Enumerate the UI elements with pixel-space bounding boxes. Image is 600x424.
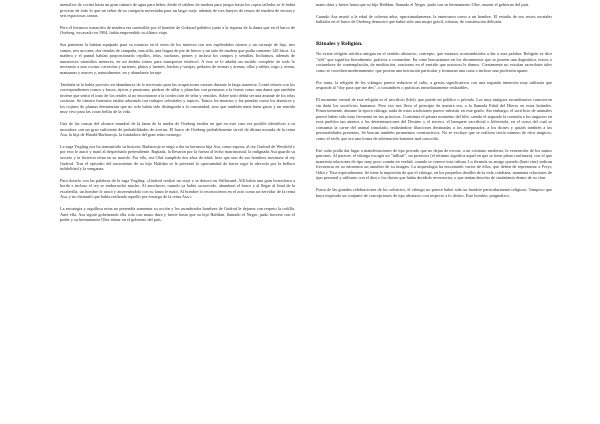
body-paragraph: El momento central de esta religión es el sacrificio (blót), que puede ser público o privado. Los muy antiguos escandinavos conocieron sin duda los sacrificios humanos. Pero eso nos lleva al principio de nuestra era, a la llamada Edad del Hierro en estas latitudes. Posteriormente, durante la época vikinga, nada de estas tradiciones parece subsistir en este grado. Sin embargo, el sacrificio de animales parece haber sido muy frecuente en sus prácticas. Constituía el primer momento del blót, siendo el segundo la consulta a los augurios en esos pueblos tan atentos a las determinaciones del Destino y el tercero, el banquete sacrificial o blótveizla, en el curso del cual se consumía la carne del animal inmolado, realizándose libaciones destinadas a los antepasados, a los dioses y quizás también a las personalidades presentes. Se buscan también juramentos constructivos. No se excluye que se realicen cierto número de ritos mágicos, como el seiðr, que era una forma de adivinación bastante mal conocida. — [316, 96, 552, 141]
body-paragraph: Fuera de las grandes celebraciones de los solsticios, el vikingo no parece haber sido un hombre particularmente religioso. Tampoco que haya inspirado un conjunto de concepciones de tipo abstracto con respecto a lo divino. Este hombre, pragmático, — [316, 187, 552, 198]
left-text-column — [60, 2, 295, 229]
intro-paragraph: mano dura y fuerte hasta que su hijo Halfdan, llamado el Negro, pudo con su hermanastro Olav, asumir el gobierno del país. — [316, 2, 530, 7]
body-paragraph: Para dotarlo con las palabras de la saga Yngling: «Gudrod realizó un viaje y se detuvo en Stiflusund. Allí había una gran borrachera a bordo e incluso el rey se emborrachó mucho. Al anochecer, cuando ya había oscurecido, abandonó el barco y al llegar al final de la escalerilla, un hombre le atacó y atravesándolo con su lanza le mató. Al hombre lo reconocieron en el acto como un servidor de la reina Asa, y no disimuló que había realizado aquello por encargo de la reina Asa.» — [60, 177, 295, 200]
body-paragraph: La estrategia y orgullosa reina no pretendía aumentar su acción y los asombrados hombres de Gudrod le dejaron con respeto la codilla. Ante ella, Asa siguió gobernando ella sola con mano dura y fuerte hasta que su hijo Halfdan, llamado el Negro, pudo hacerse con el poder y su hermanastro Olav reinar en el gobierno del país. — [60, 206, 295, 223]
body-paragraph: Pero el hermoso mausoleo de madera era ostensible por el hombre de Gokstad palidece junto a la riqueza de la dama que en el barco de Oseberg, excavado en 1904, había emprendido su último viaje. — [60, 24, 295, 36]
body-paragraph: Sus parientes la habían equipado para su estancia en el reino de los muertos con tres espléndidos trineos y un carruaje de lujo, tres camas, tres arcones, dos tiendas de campaña, una silla, una fragua de pie de hierro y un sitio de madera que podía contener 120 litros. La madera y el puntal habían proporcionado cepillos, telas, cucharas, peines y incluso los campos y semillas. Incluimos, además de numerosos utensilios menores, en un ámbito trineo para transportar estiércol. A esto se le añadía un surtido completo de todo lo necesario a una cocina: cacerolas y sartenes, platos y fuentes, hachas y vasijas, pedazos de avenas y arenas, ollas y tablas, trigo y avena, manzanas y nueces y, naturalmente, en y abundante forraje. — [60, 42, 295, 75]
body-paragraph: La saga Yngling nos ha transmitido su historia. Barbarroja se negó a dar su hermosa hija Asa, como esposa, al rey Gudrod de Westfold y por esto le atacó y mató al despechado pretendiente. Raptada, la llevaron por la fuerza al lecho matrimonial; la indignada Asa guardó su secreto y la hicieron reina en su marido. Por ello, sea Olaf cumplido dos años de edad, hizo que uno de sus hombres asesinase al rey Gudrod. Tras el episodio del nacimiento de su hijo Halfdan se le presentó la oportunidad de hacer regir la alevosía por la bellaca infidelidad y la venganza. — [60, 143, 295, 172]
intro-paragraph: Cuando Asa murió a la edad de ochenta años, aproximadamente, la enterraron como a un hombre. El estudio de sus restos mortales hallados en el barco de Oseberg demostró que había sido una mujer grácil, robusta, de constitución delicada. — [316, 13, 552, 25]
section-heading: Rituales y Religión. — [316, 40, 363, 47]
right-text-column — [316, 2, 552, 204]
body-paragraph: Una de las causas del alcance mundial de la fama de la tumba de Oseberg estriba en que en este caso era posible identificar a su moradora con un grao suficiente de probabilidades de acertar. El barco de Oseberg probablemente sirvió de última morada de la reina Asa, la hija de Harald Barbarroja, la fundadora del gran reino noruego. — [60, 121, 295, 138]
body-paragraph: Por tanto, la religión de los vikingos parece reducirse al culto, a gestos significativos con una segunda intención muy utilitaria que responde al "doy para que me des", a costumbres o prácticas inmediatamente realizables. — [316, 79, 552, 91]
body-paragraph: También se la había provisto en abundancia de lo necesario para las ocupaciones caseras durante la larga ausencia. Contó telares con los correspondientes tornos y husos, tijeras y punzones; piedras de afilar y planchas con prensaras a la forma como una dama que también tuviese que sentir el trato de los retales al no encontrarse a la confección de telas y vestidos. Sobre todo debía ser una amante de los telas costosas. Se cámara funeraria estaba adornada con trabajos celestiales y tapices. Tantos los muertos y las prendas como los abanicos y los cojines de plumas demuestran que no solo había sido distinguida a la comunidad, sino que también tenía buen gusto y un sentido muy vivo para las cosas bellas de la vida. — [60, 81, 295, 115]
body-paragraph: Ese culto podía dar lugar a manifestaciones de tipo privado que no dejan de evocar, a un cristiano moderno, la veneración de los santos patronos. Al parecer, el vikingo escogía un "fulltrúi", un protector (el término significa aquel en que se tiene plena confianza), con el que mantenía relaciones de tipo muy poco común en verdad, cuando se conoce esta cultura. La fórmula su amigo querido (kæri vinr) indican frecuencia en su encuentra un amuleto de su imagen. La arqueología ha encontrado varios de ellos, que deben de representar a Freyr, Odín y Thor especialmente. Se tiene la impresión de que el vikingo, en los pequeños detalles de la vida cotidiana, mantenía relaciones de tipo personal y utilitario con el dios o los dioses que había decidido reverenciar, o que tenían derecho de ciudadanía dentro de su clan. — [316, 147, 552, 181]
body-paragraph: No existe religión nórdica antigua en el sentido abstracto, concepto, que estamos acostumbrados a dar a esta palabra. Religión es dice "siðr" que significa literalmente, práctica o costumbre. En vano buscaríamos en los documentos que se poseen una dogmática, textos o costumbres de contemplación, de meditación, oraciones en el sentido que nosotros le damos. Ciertamente no existían sacerdotes tales como se conciben modernamente, que posean una iniciación particular y formaran una casta o incluso una profesión aparte. — [316, 51, 552, 73]
body-paragraph: utensilios de cocina hasta un gran cántaro de agua para beber, desde el tablero de madera para juegos hasta los copos tallados se le había provisto de todo lo que un señor de su categoría necesitaba para un largo viaje, además de tres bueyes de remos de madera de encina y seis espaciosas camas. — [60, 2, 295, 19]
